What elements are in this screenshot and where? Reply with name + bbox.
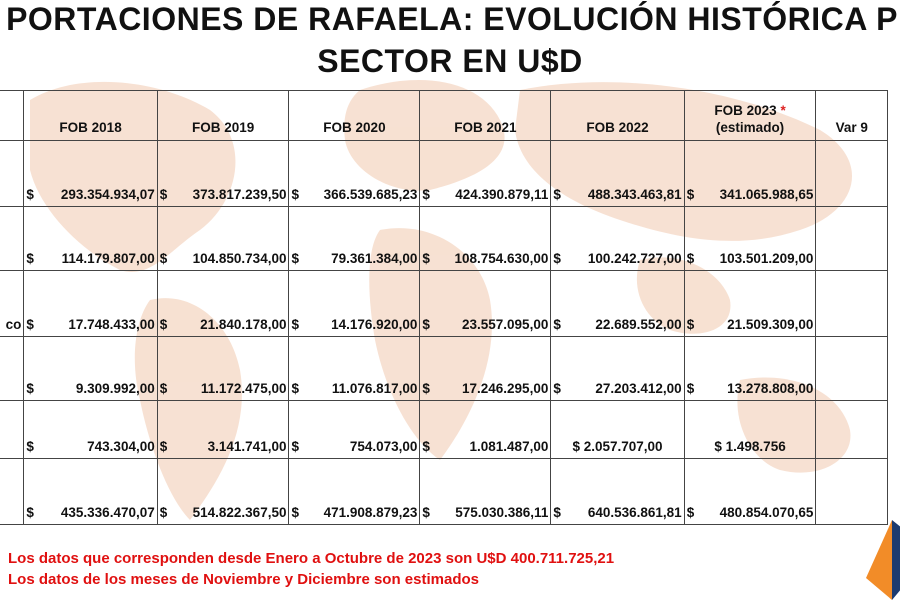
amount: 9.309.992,00: [75, 381, 155, 396]
amount: 471.908.879,23: [323, 505, 418, 520]
table-cell: [420, 459, 551, 525]
currency-symbol: $: [553, 187, 561, 202]
amount: 14.176.920,00: [331, 317, 418, 332]
table-cell: [24, 459, 157, 525]
amount: 104.850.734,00: [192, 251, 287, 266]
asterisk-mark: *: [780, 103, 786, 118]
row-label: [0, 401, 24, 459]
amount: 17.246.295,00: [462, 381, 549, 396]
amount: 11.172.475,00: [200, 381, 287, 396]
header-variation: Var 9: [816, 91, 888, 141]
table-row: [0, 401, 888, 459]
amount: 13.278.808,00: [727, 381, 814, 396]
amount: 424.390.879,11: [455, 187, 549, 202]
amount: 743.304,00: [87, 439, 155, 454]
currency-symbol: $: [291, 187, 299, 202]
table-row: [0, 141, 888, 207]
row-label: [0, 207, 24, 271]
table-cell: [420, 401, 551, 459]
currency-symbol: $: [686, 381, 695, 396]
currency-symbol: $: [422, 505, 430, 520]
currency-symbol: $: [26, 439, 34, 454]
table-cell: [420, 271, 551, 337]
table-cell: [157, 207, 289, 271]
amount: 488.343.463,81: [587, 187, 682, 202]
amount: 114.179.807,00: [61, 251, 155, 266]
table-cell: [157, 459, 289, 525]
currency-symbol: $: [26, 251, 34, 266]
amount: 17.748.433,00: [68, 317, 155, 332]
amount: 341.065.988,65: [719, 187, 814, 202]
table-cell: [551, 207, 684, 271]
table-cell: [551, 337, 684, 401]
table-cell: [24, 141, 157, 207]
currency-symbol: $: [422, 187, 430, 202]
currency-symbol: $: [422, 317, 430, 332]
footnote-2: Los datos de los meses de Noviembre y Diciembre son estimados: [8, 571, 479, 588]
table-cell: [24, 271, 157, 337]
amount: 79.361.384,00: [331, 251, 418, 266]
currency-symbol: $: [159, 317, 168, 332]
table-row: [0, 207, 888, 271]
table-cell: [289, 271, 420, 337]
table-cell: [24, 337, 157, 401]
currency-symbol: $: [291, 439, 299, 454]
currency-symbol: $: [686, 251, 695, 266]
currency-symbol: $: [553, 381, 561, 396]
exports-table: [0, 90, 888, 525]
currency-symbol: $: [553, 251, 561, 266]
currency-symbol: $: [159, 439, 168, 454]
row-label: [0, 459, 24, 525]
amount: 366.539.685,23: [323, 187, 418, 202]
table-cell: [551, 141, 684, 207]
table-cell: [684, 337, 816, 401]
table-cell: [24, 401, 157, 459]
currency-symbol: $: [553, 317, 561, 332]
table-cell: [420, 337, 551, 401]
amount: 575.030.386,11: [455, 505, 549, 520]
currency-symbol: $: [26, 317, 34, 332]
table-cell: [289, 337, 420, 401]
footnotes: [8, 548, 614, 590]
table-cell: [551, 271, 684, 337]
currency-symbol: $: [686, 187, 695, 202]
table-cell: [289, 401, 420, 459]
currency-symbol: $: [422, 381, 430, 396]
row-label: [0, 337, 24, 401]
amount: 108.754.630,00: [454, 251, 549, 266]
title-line-1: PORTACIONES DE RAFAELA: EVOLUCIÓN HISTÓRICA P: [6, 1, 898, 37]
header-fob-2023: FOB 2023 * (estimado): [684, 91, 816, 141]
header-fob-2020: FOB 2020: [289, 91, 420, 141]
variation-cell: [816, 141, 888, 207]
table-row: [0, 337, 888, 401]
amount: 754.073,00: [349, 439, 418, 454]
amount: 293.354.934,07: [60, 187, 155, 202]
table-cell: [551, 459, 684, 525]
amount: 23.557.095,00: [462, 317, 549, 332]
currency-symbol: $: [291, 317, 299, 332]
table-cell: [157, 271, 289, 337]
header-fob-2019: FOB 2019: [157, 91, 289, 141]
currency-symbol: $: [26, 187, 34, 202]
currency-symbol: $: [422, 251, 430, 266]
row-label: co: [0, 271, 24, 337]
amount: 3.141.741,00: [207, 439, 287, 454]
amount: 640.536.861,81: [587, 505, 682, 520]
table-row: [0, 271, 888, 337]
row-label: [0, 141, 24, 207]
table-cell: [289, 207, 420, 271]
variation-cell: [816, 337, 888, 401]
table-cell: [684, 459, 816, 525]
currency-symbol: $: [686, 505, 695, 520]
header-fob-2018: FOB 2018: [24, 91, 157, 141]
currency-symbol: $: [159, 505, 168, 520]
table-cell: [157, 401, 289, 459]
table-cell: [684, 207, 816, 271]
variation-cell: [816, 401, 888, 459]
table-cell: $ 2.057.707,00: [551, 401, 684, 459]
footnote-1: Los datos que corresponden desde Enero a Octubre de 2023 son U$D 400.711.725,21: [8, 550, 615, 567]
amount: 27.203.412,00: [595, 381, 682, 396]
currency-symbol: $: [159, 187, 168, 202]
currency-symbol: $: [159, 251, 168, 266]
header-fob-2021: FOB 2021: [420, 91, 551, 141]
header-sector: [0, 91, 24, 141]
table-cell: [684, 271, 816, 337]
amount: 100.242.727,00: [587, 251, 682, 266]
amount: 11.076.817,00: [331, 381, 418, 396]
currency-symbol: $: [26, 381, 34, 396]
currency-symbol: $: [422, 439, 430, 454]
variation-cell: [816, 271, 888, 337]
table-cell: [420, 207, 551, 271]
currency-symbol: $: [291, 505, 299, 520]
table-cell: [289, 141, 420, 207]
amount: 480.854.070,65: [719, 505, 814, 520]
amount: 22.689.552,00: [595, 317, 682, 332]
table-cell: [289, 459, 420, 525]
logo-icon: [862, 518, 900, 600]
amount: 103.501.209,00: [719, 251, 814, 266]
table-cell: [157, 337, 289, 401]
table-cell: [684, 141, 816, 207]
currency-symbol: $: [553, 505, 561, 520]
currency-symbol: $: [159, 381, 168, 396]
currency-symbol: $: [291, 381, 299, 396]
table-header-row: [0, 91, 888, 141]
amount: 1.081.487,00: [469, 439, 549, 454]
amount: 21.840.178,00: [200, 317, 287, 332]
header-fob-2022: FOB 2022: [551, 91, 684, 141]
amount: 514.822.367,50: [192, 505, 287, 520]
currency-symbol: $: [26, 505, 34, 520]
currency-symbol: $: [686, 317, 695, 332]
amount: 435.336.470,07: [60, 505, 155, 520]
variation-cell: [816, 207, 888, 271]
table-row: [0, 459, 888, 525]
table-cell: [157, 141, 289, 207]
title-line-2: SECTOR EN U$D: [317, 43, 583, 79]
amount: 21.509.309,00: [727, 317, 814, 332]
amount: 373.817.239,50: [192, 187, 287, 202]
variation-cell: [816, 459, 888, 525]
table-cell: [24, 207, 157, 271]
currency-symbol: $: [291, 251, 299, 266]
table-cell: $ 1.498.756: [684, 401, 816, 459]
table-cell: [420, 141, 551, 207]
